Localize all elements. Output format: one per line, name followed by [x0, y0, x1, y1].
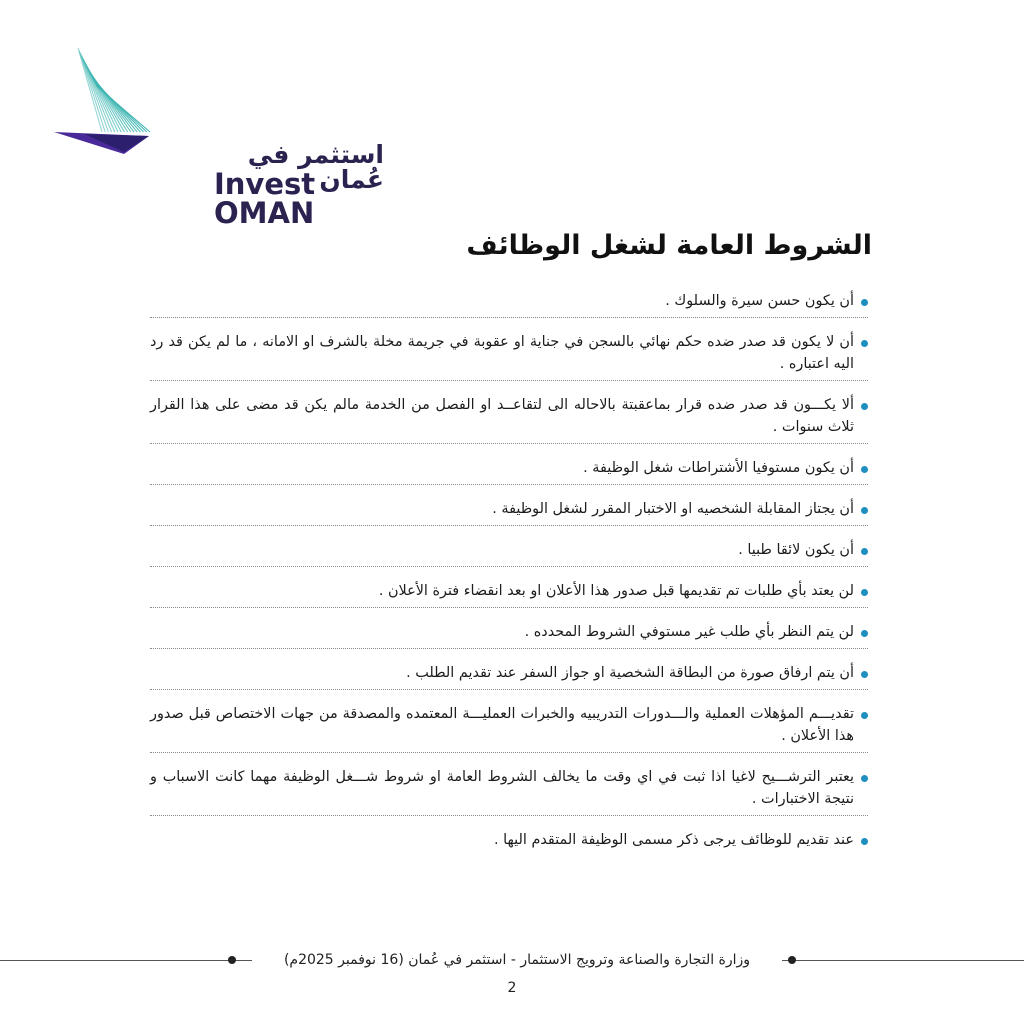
list-item-text: يعتبر الترشـــيح لاغيا اذا ثبت في اي وقت ما يخالف الشروط العامة او شروط شـــغل الوظيفة مهما كانت الاسباب و نتيجة الاختبارات .: [150, 769, 854, 807]
footer-dot-right: [788, 956, 796, 964]
invest-oman-logo: [54, 46, 384, 230]
footer-dot-left: [228, 956, 236, 964]
page-title: الشروط العامة لشغل الوظائف: [466, 230, 872, 261]
bullet-icon: [861, 507, 868, 514]
list-item: [150, 453, 868, 485]
list-item: [150, 699, 868, 753]
bullet-icon: [861, 589, 868, 596]
list-item-text: عند تقديم للوظائف يرجى ذكر مسمى الوظيفة المتقدم اليها .: [493, 832, 854, 848]
list-item: [150, 825, 868, 856]
footer-text: وزارة التجارة والصناعة وترويج الاستثمار - استثمر في عُمان (16 نوفمبر 2025م): [252, 946, 782, 974]
bullet-icon: [861, 548, 868, 555]
list-item: [150, 762, 868, 816]
bullet-icon: [861, 299, 868, 306]
list-item: [150, 327, 868, 381]
bullet-icon: [861, 403, 868, 410]
list-item-text: أن لا يكون قد صدر ضده حكم نهائي بالسجن في جناية او عقوبة في جريمة مخلة بالشرف او الامانه ، ما لم يكن قد رد اليه اعتباره .: [150, 334, 854, 372]
bullet-icon: [861, 466, 868, 473]
list-item: [150, 286, 868, 318]
bullet-icon: [861, 712, 868, 719]
list-item-text: أن يجتاز المقابلة الشخصيه او الاختبار المقرر لشغل الوظيفة .: [492, 501, 854, 517]
bullet-icon: [861, 838, 868, 845]
list-item: [150, 658, 868, 690]
list-item-text: أن يتم ارفاق صورة من البطاقة الشخصية او جواز السفر عند تقديم الطلب .: [406, 665, 854, 681]
logo-wing-icon: [54, 46, 154, 158]
page-number: 2: [507, 980, 517, 996]
list-item-text: لن يتم النظر بأي طلب غير مستوفي الشروط المحدده .: [524, 624, 854, 640]
list-item: [150, 494, 868, 526]
list-item-text: أن يكون لائقا طبيا .: [738, 542, 854, 558]
list-item-text: أن يكون حسن سيرة والسلوك .: [665, 293, 854, 309]
list-item: [150, 390, 868, 444]
list-item: [150, 535, 868, 567]
list-item-text: لن يعتد بأي طلبات تم تقديمها قبل صدور هذا الأعلان او بعد انقضاء فترة الأعلان .: [378, 583, 854, 599]
list-item-text: تقديـــم المؤهلات العملية والـــدورات التدريبيه والخبرات العمليـــة المعتمده والمصدقة من جهات الاختصاص قبل صدور هذا الأعلان .: [150, 706, 854, 744]
bullet-icon: [861, 630, 868, 637]
logo-english-text: Invest OMAN: [214, 167, 316, 230]
logo-arabic-text: استثمر في عُمان: [247, 140, 384, 194]
list-item-text: أن يكون مستوفيا الأشتراطات شغل الوظيفة .: [583, 460, 854, 476]
list-item: [150, 576, 868, 608]
list-item: [150, 617, 868, 649]
bullet-icon: [861, 775, 868, 782]
bullet-icon: [861, 340, 868, 347]
conditions-list: [150, 286, 868, 865]
bullet-icon: [861, 671, 868, 678]
list-item-text: ألا يكـــون قد صدر ضده قرار بماعقبتة بالاحاله الى لتقاعــد او الفصل من الخدمة مالم يكن قد مضى على هذا القرار ثلاث سنوات .: [150, 397, 854, 435]
